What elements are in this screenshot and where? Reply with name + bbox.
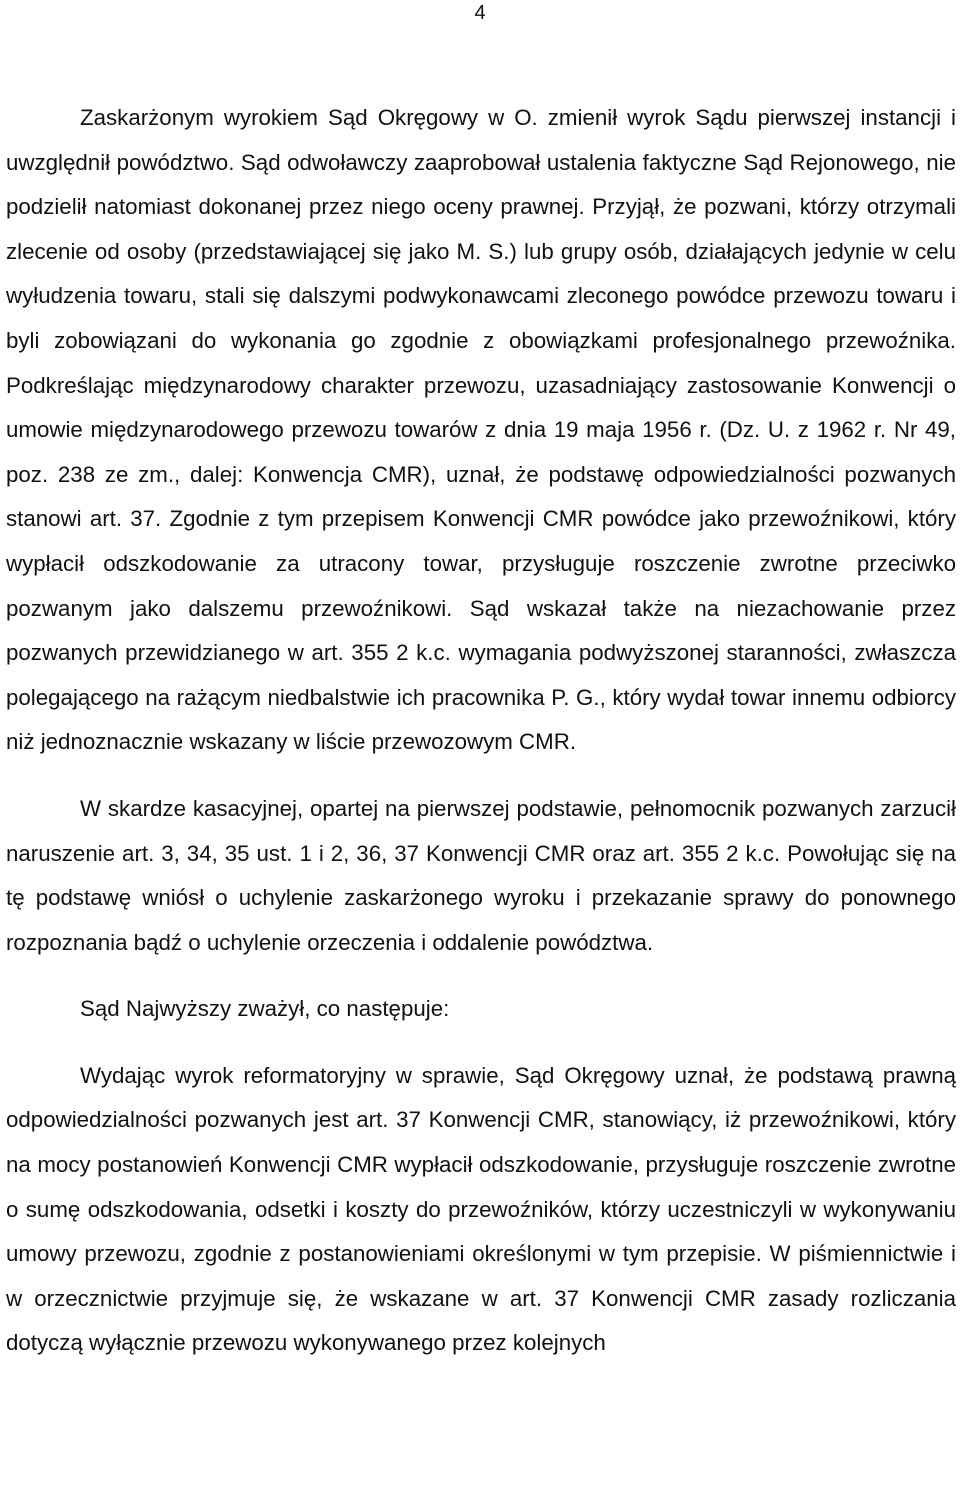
paragraph-judgment-summary: Zaskarżonym wyrokiem Sąd Okręgowy w O. zmienił wyrok Sądu pierwszej instancji i uwzględnił powództwo. Sąd odwoławczy zaaprobował ustalenia faktyczne Sąd Rejonowego, nie podzielił natomiast dokonanej przez niego oceny prawnej. Przyjął, że pozwani, którzy otrzymali zlecenie od osoby (przedstawiającej się jako M. S.) lub grupy osób, działających jedynie w celu wyłudzenia towaru, stali się dalszymi podwykonawcami zleconego powódce przewozu towaru i byli zobowiązani do wykonania go zgodnie z obowiązkami profesjonalnego przewoźnika. Podkreślając międzynarodowy charakter przewozu, uzasadniający zastosowanie Konwencji o umowie międzynarodowego przewozu towarów z dnia 19 maja 1956 r. (Dz. U. z 1962 r. Nr 49, poz. 238 ze zm., dalej: Konwencja CMR), uznał, że podstawę odpowiedzialności pozwanych stanowi art. 37. Zgodnie z tym przepisem Konwencji CMR powódce jako przewoźnikowi, który wypłacił odszkodowanie za utracony towar, przysługuje roszczenie zwrotne przeciwko pozwanym jako dalszemu przewoźnikowi. Sąd wskazał także na niezachowanie przez pozwanych przewidzianego w art. 355 2 k.c. wymagania podwyższonej staranności, zwłaszcza polegającego na rażącym niedbalstwie ich pracownika P. G., który wydał towar innemu odbiorcy niż jednoznacznie wskazany w liście przewozowym CMR. bbox=[6, 105, 956, 755]
paragraph-cassation-complaint: W skardze kasacyjnej, opartej na pierwszej podstawie, pełnomocnik pozwanych zarzucił naruszenie art. 3, 34, 35 ust. 1 i 2, 36, 37 Konwencji CMR oraz art. 355 2 k.c. Powołując się na tę podstawę wniósł o uchylenie zaskarżonego wyroku i przekazanie sprawy do ponownego rozpoznania bądź o uchylenie orzeczenia i oddalenie powództwa. bbox=[6, 795, 956, 955]
document-body bbox=[6, 96, 956, 1366]
page-number: 4 bbox=[474, 2, 486, 24]
paragraph-court-reasoning: Wydając wyrok reformatoryjny w sprawie, Sąd Okręgowy uznał, że podstawą prawną odpowiedzialności pozwanych jest art. 37 Konwencji CMR, stanowiący, iż przewoźnikowi, który na mocy postanowień Konwencji CMR wypłacił odszkodowanie, przysługuje roszczenie zwrotne o sumę odszkodowania, odsetki i koszty do przewoźników, którzy uczestniczyli w wykonywaniu umowy przewozu, zgodnie z postanowieniami określonymi w tym przepisie. W piśmiennictwie i w orzecznictwie przyjmuje się, że wskazane w art. 37 Konwencji CMR zasady rozliczania dotyczą wyłącznie przewozu wykonywanego przez kolejnych bbox=[6, 1062, 956, 1356]
paragraph-supreme-court-heading: Sąd Najwyższy zważył, co następuje: bbox=[80, 996, 450, 1022]
